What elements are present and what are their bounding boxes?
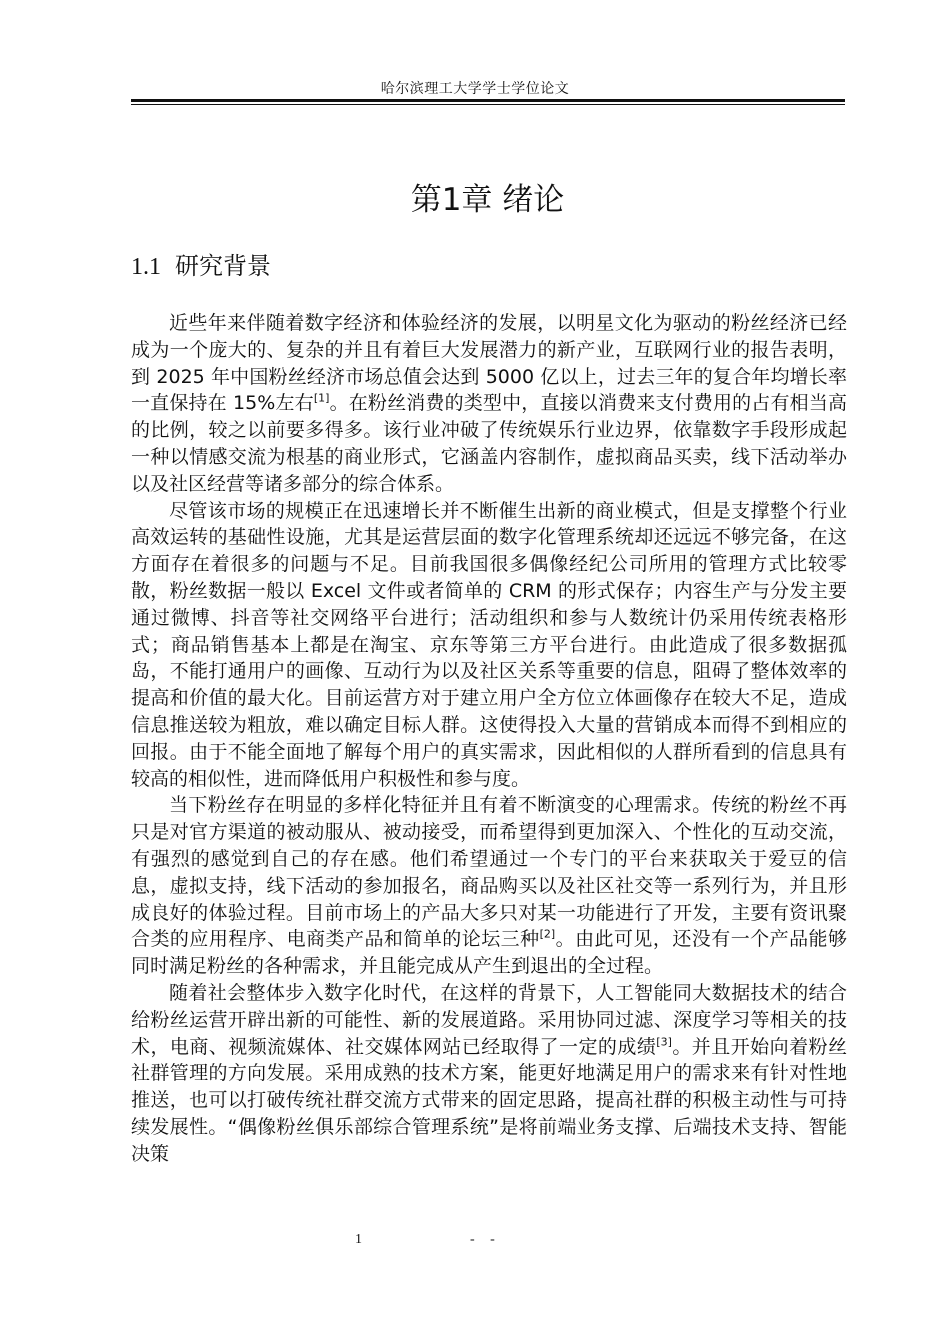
- paragraph-2: 尽管该市场的规模正在迅速增长并不断催生出新的商业模式，但是支撑整个行业高效运转的基础性设施，尤其是运营层面的数字化管理系统却还远远不够完备，在这方面存在着很多的问题与不足。目前我国很多偶像经纪公司所用的管理方式比较零散，粉丝数据一般以 Excel 文件或者简单的 CRM 的形式保存；内容生产与分发主要通过微博、抖音等社交网络平台进行；活动组织和参与人数统计仍采用传统表格形式；商品销售基本上都是在淘宝、京东等第三方平台进行。由此造成了很多数据孤岛，不能打通用户的画像、互动行为以及社区关系等重要的信息，阻碍了整体效率的提高和价值的最大化。目前运营方对于建立用户全方位立体画像存在较大不足，造成信息推送较为粗放，难以确定目标人群。这使得投入大量的营销成本而得不到相应的回报。由于不能全面地了解每个用户的真实需求，因此相似的人群所看到的信息具有较高的相似性，进而降低用户积极性和参与度。: [131, 499, 847, 790]
- section-number: 1.1: [131, 254, 161, 280]
- page-number: 1: [355, 1232, 362, 1247]
- header-rule-thin: [131, 104, 845, 105]
- paragraph-1-text-a: 近些年来伴随着数字经济和体验经济的发展，以明星文化为驱动的粉丝经济已经成为一个庞大的、复杂的并且有着巨大发展潜力的新产业，互联网行业的报告表明，到 2025 年中国粉丝经济市场总值会达到 5000 亿以上，过去三年的复合年均增长率一直保持在 15%左右: [131, 312, 847, 415]
- paragraph-4-text-b: 。并且开始向着粉丝社群管理的方向发展。采用成熟的技术方案，能更好地满足用户的需求来有针对性地推送，也可以打破传统社群交流方式带来的固定思路，提高社群的积极主动性与可持续发展性。“偶像粉丝俱乐部综合管理系统”是将前端业务支撑、后端技术支持、智能决策: [131, 1035, 847, 1165]
- chapter-title: 第1章 绪论: [410, 181, 565, 218]
- citation-1: [1]: [313, 392, 330, 406]
- paragraph-1: [131, 310, 847, 498]
- paragraph-4: [131, 980, 847, 1168]
- header-rule-thick: [131, 99, 845, 102]
- section-heading: [131, 246, 271, 281]
- paragraph-4-text-a: 随着社会整体步入数字化时代，在这样的背景下，人工智能同大数据技术的结合给粉丝运营开辟出新的可能性、新的发展道路。采用协同过滤、深度学习等相关的技术，电商、视频流媒体、社交媒体网站已经取得了一定的成绩: [131, 981, 847, 1058]
- citation-3: [3]: [656, 1035, 672, 1049]
- paragraph-3: [131, 792, 847, 980]
- citation-2: [2]: [539, 928, 556, 941]
- body-text: [131, 310, 847, 1168]
- paragraph-3-text-a: 当下粉丝存在明显的多样化特征并且有着不断演变的心理需求。传统的粉丝不再只是对官方渠道的被动服从、被动接受，而希望得到更加深入、个性化的互动交流，有强烈的感觉到自己的存在感。他们希望通过一个专门的平台来获取关于爱豆的信息，虚拟支持，线下活动的参加报名，商品购买以及社区社交等一系列行为，并且形成良好的体验过程。目前市场上的产品大多只对某一功能进行了开发，主要有资讯聚合类的应用程序、电商类产品和简单的论坛三种: [131, 794, 847, 951]
- footer-dashes: - -: [470, 1232, 501, 1247]
- running-header: 哈尔滨理工大学学士学位论文: [380, 81, 570, 97]
- paragraph-3-text-b: 。由此可见，还没有一个产品能够同时满足粉丝的各种需求，并且能完成从产生到退出的全过程。: [131, 928, 847, 978]
- paragraph-1-text-b: 。在粉丝消费的类型中，直接以消费来支付费用的占有相当高的比例，较之以前要多得多。该行业冲破了传统娱乐行业边界，依靠数字手段形成起一种以情感交流为根基的商业形式，它涵盖内容制作，虚拟商品买卖，线下活动举办以及社区经营等诸多部分的综合体系。: [131, 392, 847, 495]
- section-title: 研究背景: [175, 252, 271, 280]
